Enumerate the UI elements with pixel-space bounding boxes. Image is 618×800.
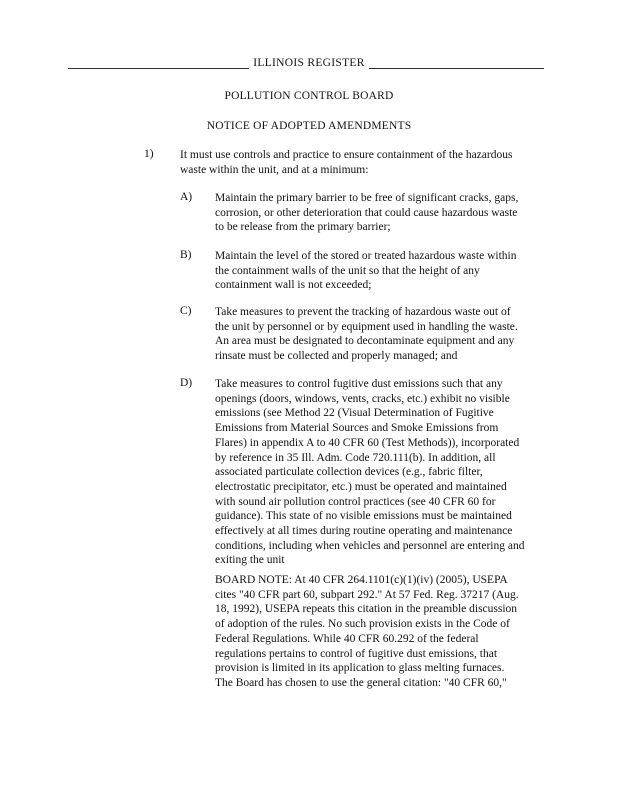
text-line: openings (doors, windows, vents, cracks, etc.) exhibit no visible <box>215 392 510 405</box>
text-line: 18, 1992), USEPA repeats this citation in the preamble discussion <box>215 603 518 616</box>
text-line: electrostatic precipitator, etc.) must be operated and maintained <box>215 480 507 493</box>
item-text-c <box>215 305 545 364</box>
section-text <box>180 148 540 177</box>
text-line: Take measures to control fugitive dust emissions such that any <box>215 378 503 390</box>
text-line: The Board has chosen to use the general citation: "40 CFR 60," <box>215 676 507 689</box>
text-line: BOARD NOTE: At 40 CFR 264.1101(c)(1)(iv) (2005), USEPA <box>215 574 508 586</box>
text-line: Maintain the level of the stored or treated hazardous waste within <box>215 250 517 262</box>
item-text-a <box>215 191 545 235</box>
item-text-d <box>215 377 545 568</box>
item-marker-c: C) <box>180 305 192 317</box>
text-line: cites "40 CFR part 60, subpart 292." At 57 Fed. Reg. 37217 (Aug. <box>215 588 519 601</box>
text-line: containment wall is not exceeded; <box>215 279 372 292</box>
text-line: Emissions from Material Sources and Smoke Emissions from <box>215 422 499 435</box>
text-line: the containment walls of the unit so that the height of any <box>215 264 480 277</box>
text-line: Federal Regulations. While 40 CFR 60.292 of the federal <box>215 632 479 645</box>
register-title: ILLINOIS REGISTER <box>0 57 618 69</box>
text-line: of adoption of the rules. No such provision exists in the Code of <box>215 618 510 631</box>
text-line: waste within the unit, and at a minimum: <box>180 163 369 176</box>
text-line: rinsate must be collected and properly managed; and <box>215 350 458 363</box>
text-line: to be release from the primary barrier; <box>215 221 391 234</box>
text-line: Flares) in appendix A to 40 CFR 60 (Test Methods)), incorporated <box>215 436 520 449</box>
text-line: provision is limited in its application to glass melting furnaces. <box>215 662 505 675</box>
notice-title: NOTICE OF ADOPTED AMENDMENTS <box>206 120 412 132</box>
text-line: exiting the unit <box>215 554 285 567</box>
text-line: An area must be designated to decontaminate equipment and any <box>215 335 515 348</box>
text-line: Take measures to prevent the tracking of hazardous waste out of <box>215 306 511 318</box>
text-line: the unit by personnel or by equipment used in handling the waste. <box>215 320 518 333</box>
text-line: effectively at all times during routine operating and maintenance <box>215 525 513 538</box>
item-text-b <box>215 249 545 293</box>
item-marker-a: A) <box>180 191 193 203</box>
board-note <box>215 573 545 691</box>
item-marker-b: B) <box>180 249 192 261</box>
text-line: regulations pertains to control of fugitive dust emissions, that <box>215 647 498 660</box>
text-line: conditions, including when vehicles and personnel are entering and <box>215 539 525 552</box>
text-line: guidance). This state of no visible emissions must be maintained <box>215 510 512 523</box>
section-marker: 1) <box>144 148 154 160</box>
text-line: Maintain the primary barrier to be free of significant cracks, gaps, <box>215 192 519 204</box>
text-line: It must use controls and practice to ensure containment of the hazardous <box>180 149 513 161</box>
text-line: with sound air pollution control practices (see 40 CFR 60 for <box>215 495 496 508</box>
board-title: POLLUTION CONTROL BOARD <box>224 90 394 102</box>
text-line: emissions (see Method 22 (Visual Determination of Fugitive <box>215 407 494 420</box>
text-line: corrosion, or other deterioration that could cause hazardous waste <box>215 206 518 219</box>
item-marker-d: D) <box>180 377 193 389</box>
text-line: by reference in 35 Ill. Adm. Code 720.111(b). In addition, all <box>215 451 496 464</box>
text-line: associated particulate collection devices (e.g., fabric filter, <box>215 466 483 479</box>
